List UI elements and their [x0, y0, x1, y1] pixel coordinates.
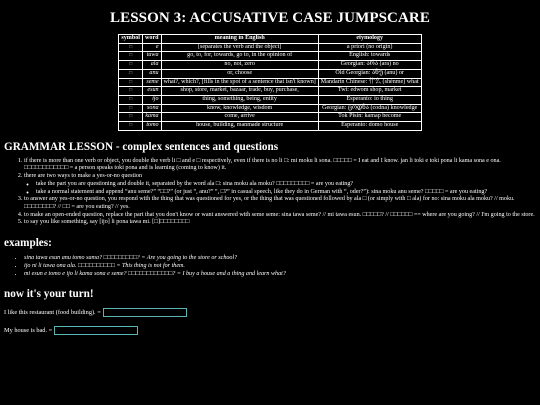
exercise-prompt: My house is bad. =	[4, 326, 53, 334]
etymology-cell: Twi: edwom shop, market	[318, 87, 421, 96]
symbol-glyph: □	[119, 104, 143, 113]
col-header-meaning: meaning in English	[161, 35, 318, 44]
table-row	[119, 95, 421, 104]
vocabulary-header-row	[119, 35, 421, 44]
grammar-item	[24, 212, 536, 220]
etymology-cell: Old Georgian: ანუ (anu) or	[318, 69, 421, 78]
grammar-item-text: if there is more than one verb or object, you double the verb li □ and e □ respectively, even if there is no li □: mi moku li sona. □□□□□ = I eat and I know. jan li toki e toki pona li kama sona e ona. □□□□□□□□□□□□ = a person speaks toki pona and is learning (coming to know) it.	[24, 157, 501, 172]
table-row	[119, 122, 421, 131]
symbol-glyph: □	[119, 52, 143, 61]
table-row	[119, 52, 421, 61]
symbol-glyph: □	[119, 95, 143, 104]
symbol-glyph: □	[119, 87, 143, 96]
grammar-item-text: to say you like something, say [ijo] li pona tawa mi. [□]□□□□□□□□	[24, 219, 190, 226]
word-cell: ijo	[143, 95, 162, 104]
answer-input-restaurant[interactable]	[103, 308, 187, 317]
meaning-cell: know, knowledge, wisdom	[161, 104, 318, 113]
meaning-cell: come, arrive	[161, 113, 318, 122]
word-cell: ala	[143, 61, 162, 70]
col-header-symbol: symbol	[119, 35, 143, 44]
grammar-list	[4, 158, 536, 227]
etymology-cell: Esperanto: io thing	[318, 95, 421, 104]
etymology-cell: English: towards	[318, 52, 421, 61]
table-row	[119, 87, 421, 96]
word-cell: sona	[143, 104, 162, 113]
answer-input-house[interactable]	[54, 326, 138, 335]
meaning-cell: what?, which?, [fills in the spot of a sentence that isn't known]	[161, 78, 318, 87]
exercise-row	[4, 306, 536, 318]
col-header-word: word	[143, 35, 162, 44]
symbol-glyph: □	[119, 43, 143, 52]
symbol-glyph: □	[119, 78, 143, 87]
word-cell: tomo	[143, 122, 162, 131]
symbol-glyph: □	[119, 61, 143, 70]
meaning-cell: shop, store, market, bazaar, trade, buy, purchase,	[161, 87, 318, 96]
vocabulary-table	[118, 34, 421, 131]
meaning-cell: house, building, manmade structure	[161, 122, 318, 131]
grammar-item	[24, 196, 536, 211]
grammar-sublist	[24, 181, 536, 196]
example-item: • sina tawa esun anu tomo sama? □□□□□□□□□? = Are you going to the store or school?	[24, 254, 536, 262]
table-row	[119, 69, 421, 78]
grammar-item	[24, 173, 536, 196]
etymology-cell: Tok Pisin: kamap become	[318, 113, 421, 122]
example-item: • mi esun e tomo e ijo li kama sona e seme? □□□□□□□□□□□□? = I buy a house and a thing and learn what?	[24, 270, 536, 278]
meaning-cell: thing, something, being, entity	[161, 95, 318, 104]
table-row	[119, 43, 421, 52]
example-item: • ijo ni li tawa ona ala. □□□□□□□□□□ = This thing is not for them.	[24, 262, 536, 270]
your-turn-heading: now it's your turn!	[4, 288, 94, 301]
word-cell: kama	[143, 113, 162, 122]
grammar-item	[24, 219, 536, 227]
symbol-glyph: □	[119, 69, 143, 78]
etymology-cell: Esperanto: domo house	[318, 122, 421, 131]
etymology-cell: Mandarin Chinese: 什么 (shénme) what	[318, 78, 421, 87]
meaning-cell: or, choose	[161, 69, 318, 78]
etymology-cell: Georgian: ცოდნა (codna) knowledge	[318, 104, 421, 113]
etymology-cell: Georgian: არა (ara) no	[318, 61, 421, 70]
exercise-prompt: I like this restaurant (food building). =	[4, 308, 101, 316]
word-cell: tawa	[143, 52, 162, 61]
meaning-cell: [separates the verb and the object]	[161, 43, 318, 52]
grammar-item	[24, 158, 536, 173]
exercise-row	[4, 324, 536, 336]
word-cell: esun	[143, 87, 162, 96]
page-title: LESSON 3: ACCUSATIVE CASE JUMPSCARE	[110, 10, 430, 26]
meaning-cell: no, not, zero	[161, 61, 318, 70]
table-row	[119, 113, 421, 122]
table-row	[119, 61, 421, 70]
grammar-heading: GRAMMAR LESSON - complex sentences and questions	[4, 140, 279, 153]
symbol-glyph: □	[119, 113, 143, 122]
word-cell: seme	[143, 78, 162, 87]
grammar-item-text: there are two ways to make a yes-or-no question	[24, 173, 142, 180]
word-cell: anu	[143, 69, 162, 78]
col-header-etymology: etymology	[318, 35, 421, 44]
examples-heading: examples:	[4, 237, 52, 250]
table-row	[119, 78, 421, 87]
etymology-cell: a priori (no origin)	[318, 43, 421, 52]
word-cell: e	[143, 43, 162, 52]
meaning-cell: go, to, for, towards, go to, in the opinion of	[161, 52, 318, 61]
examples-list	[4, 254, 536, 278]
grammar-item-text: to answer any yes-or-no question, you respond with the thing that was questioned for yes, or the thing that was questioned followed by ala □ (or simply with □ ala) for no: sina moku ala moku? // moku. □□□□□□□□? // □□ = are you eating? // yes.	[24, 196, 515, 210]
symbol-glyph: □	[119, 122, 143, 131]
grammar-subitem: ◦ take a normal statement and append “anu seme?” “□□?” (or just “, anu?” “, □?” in casual speech, like they do in German with “, oder?”): sina moku anu seme? □□□□□ = are you eating?	[36, 189, 536, 197]
grammar-item-text: to make an open-ended question, replace the part that you don't know or want answered with seme seme: sina tawa seme? // mi tawa esun. □□□□□? // □□□□□□ == where are you going? // I'm going to the store.	[24, 211, 535, 218]
table-row	[119, 104, 421, 113]
grammar-subitem: ◦ take the part you are questioning and double it, separated by the word ala □: sina moku ala moku? □□□□□□□□□ = are you eating?	[36, 181, 536, 189]
